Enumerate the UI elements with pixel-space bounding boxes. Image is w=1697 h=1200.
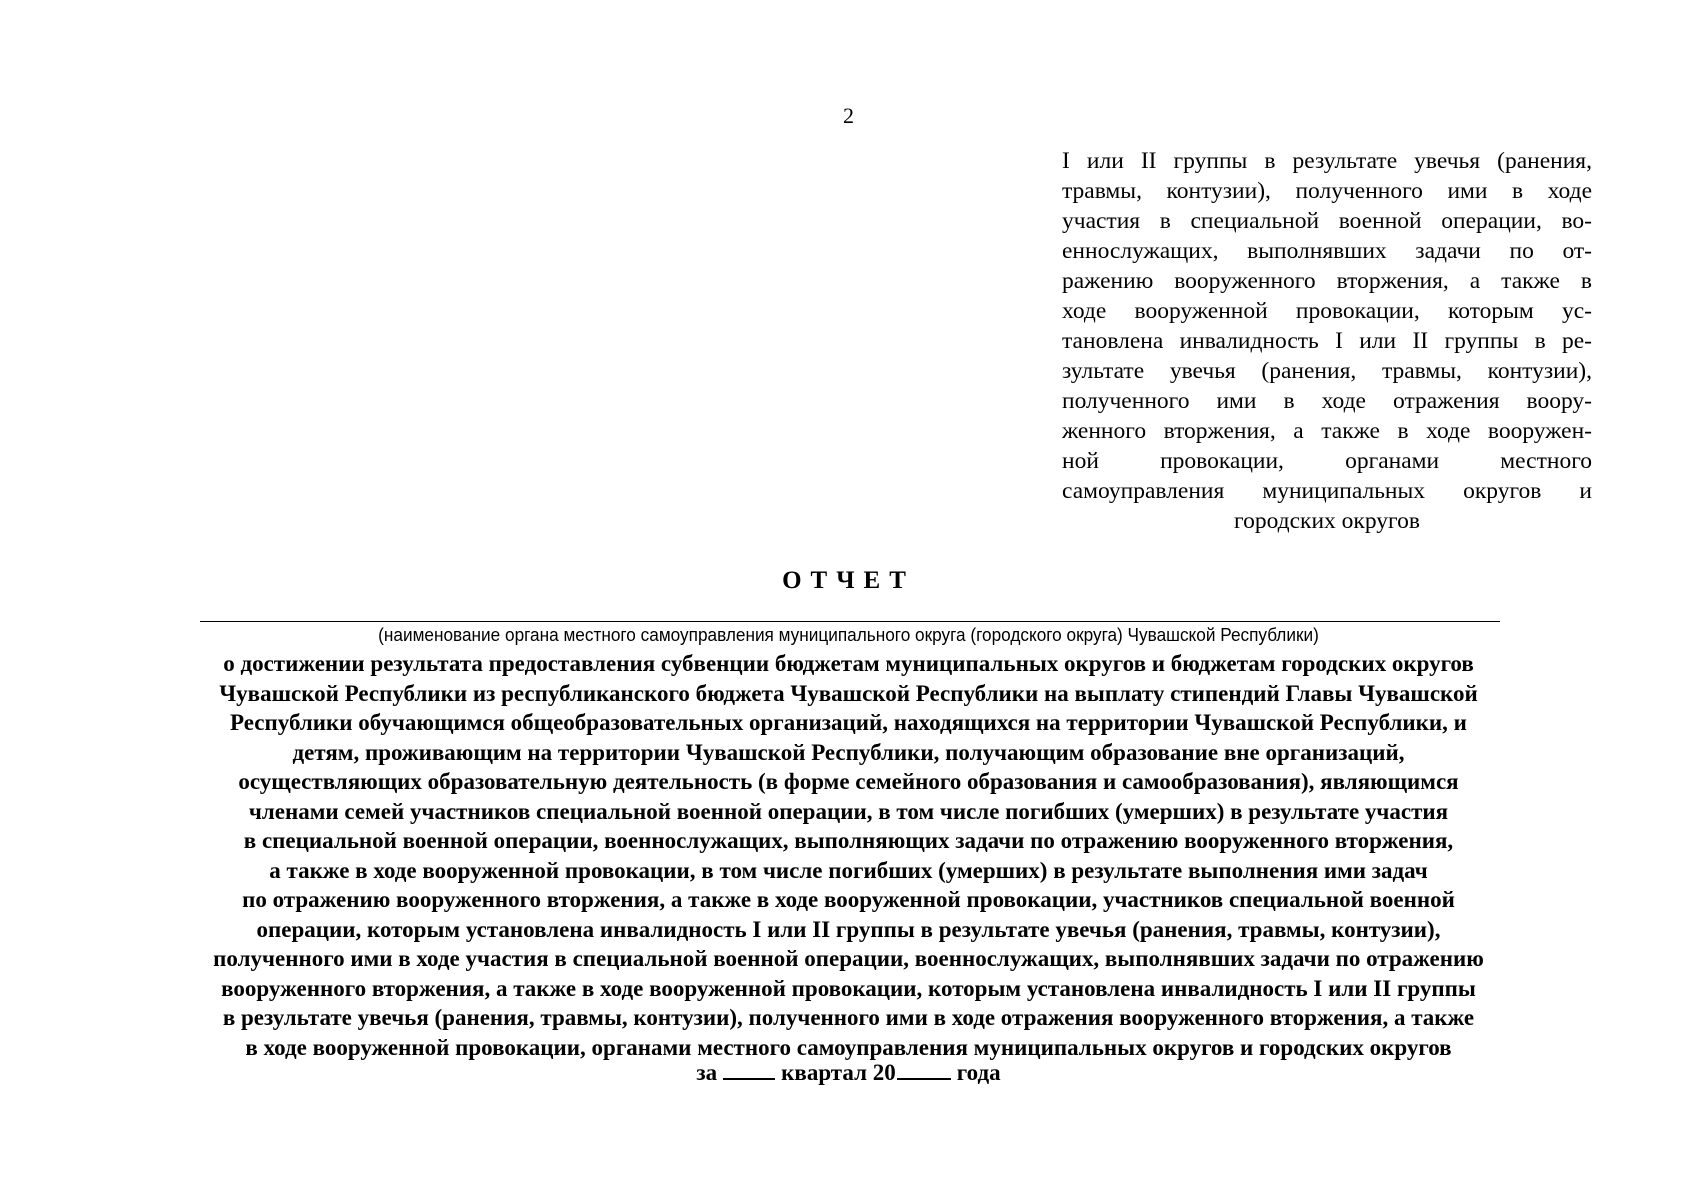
organization-name-caption: (наименование органа местного самоуправления муниципального округа (городского округа) Чувашской Республики)	[378, 624, 1319, 645]
header-line: городских округов	[1234, 508, 1420, 534]
header-line: зультате увечья (ранения, травмы, контузии),	[1062, 358, 1592, 384]
report-period	[0, 1058, 1697, 1088]
page-number: 2	[843, 103, 854, 128]
year-blank-field[interactable]	[897, 1077, 951, 1080]
report-subject-line: в результате увечья (ранения, травмы, контузии), полученного ими в ходе отражения вооруженного вторжения, а также	[222, 1005, 1475, 1030]
header-line: еннослужащих, выполнявших задачи по от-	[1062, 238, 1592, 264]
quarter-blank-field[interactable]	[723, 1077, 775, 1080]
header-line: полученного ими в ходе отражения воору-	[1062, 388, 1592, 414]
period-middle: квартал 20	[781, 1060, 896, 1085]
approval-header-block	[1062, 146, 1592, 536]
header-line: участия в специальной военной операции, во-	[1062, 208, 1592, 234]
report-subject-line: а также в ходе вооруженной провокации, в том числе погибших (умерших) в результате выполнения ими задач	[269, 857, 1428, 883]
period-prefix: за	[696, 1060, 718, 1085]
report-subject-line: осуществляющих образовательную деятельность (в форме семейного образования и самообразования), являющимся	[238, 769, 1459, 794]
period-suffix: года	[956, 1060, 1001, 1085]
header-line: самоуправления муниципальных округов и	[1062, 478, 1592, 504]
organization-name-field[interactable]	[200, 621, 1500, 622]
header-line: ражению вооруженного вторжения, а также в	[1062, 268, 1592, 294]
header-line: I или II группы в результате увечья (ранения,	[1062, 148, 1592, 174]
report-subject-line: в специальной военной операции, военнослужащих, выполняющих задачи по отражению вооруженного вторжения,	[243, 828, 1454, 853]
report-subject-line: в ходе вооруженной провокации, органами местного самоуправления муниципальных округов и городских округов	[245, 1034, 1452, 1060]
report-subject-line: членами семей участников специальной военной операции, в том числе погибших (умерших) в результате участия	[248, 798, 1449, 824]
report-subject-line: Республики обучающимся общеобразовательных организаций, находящихся на территории Чувашской Республики, и	[230, 710, 1467, 735]
header-line: ходе вооруженной провокации, которым ус-	[1062, 298, 1592, 324]
report-subject-line: вооруженного вторжения, а также в ходе вооруженной провокации, которым установлена инвалидность I или II группы	[221, 975, 1476, 1001]
header-line: тановлена инвалидность I или II группы в ре-	[1062, 328, 1592, 354]
report-title: ОТЧЕТ	[782, 567, 915, 594]
header-line: травмы, контузии), полученного ими в ходе	[1062, 178, 1592, 204]
report-subject-line: Чувашской Республики из республиканского бюджета Чувашской Республики на выплату стипендий Главы Чувашской	[219, 680, 1478, 706]
header-line: женного вторжения, а также в ходе вооружен-	[1062, 418, 1592, 444]
header-line: ной провокации, органами местного	[1062, 448, 1592, 474]
report-subject	[0, 649, 1697, 1062]
report-subject-line: детям, проживающим на территории Чувашской Республики, получающим образование вне организаций,	[292, 739, 1405, 765]
report-subject-line: по отражению вооруженного вторжения, а также в ходе вооруженной провокации, участников специальной военной	[242, 887, 1455, 912]
report-subject-line: операции, которым установлена инвалидность I или II группы в результате увечья (ранения, травмы, контузии),	[256, 916, 1441, 942]
report-subject-line: полученного ими в ходе участия в специальной военной операции, военнослужащих, выполнявших задачи по отражению	[213, 946, 1484, 971]
report-subject-line: о достижении результата предоставления субвенции бюджетам муниципальных округов и бюджетам городских округов	[223, 651, 1474, 676]
